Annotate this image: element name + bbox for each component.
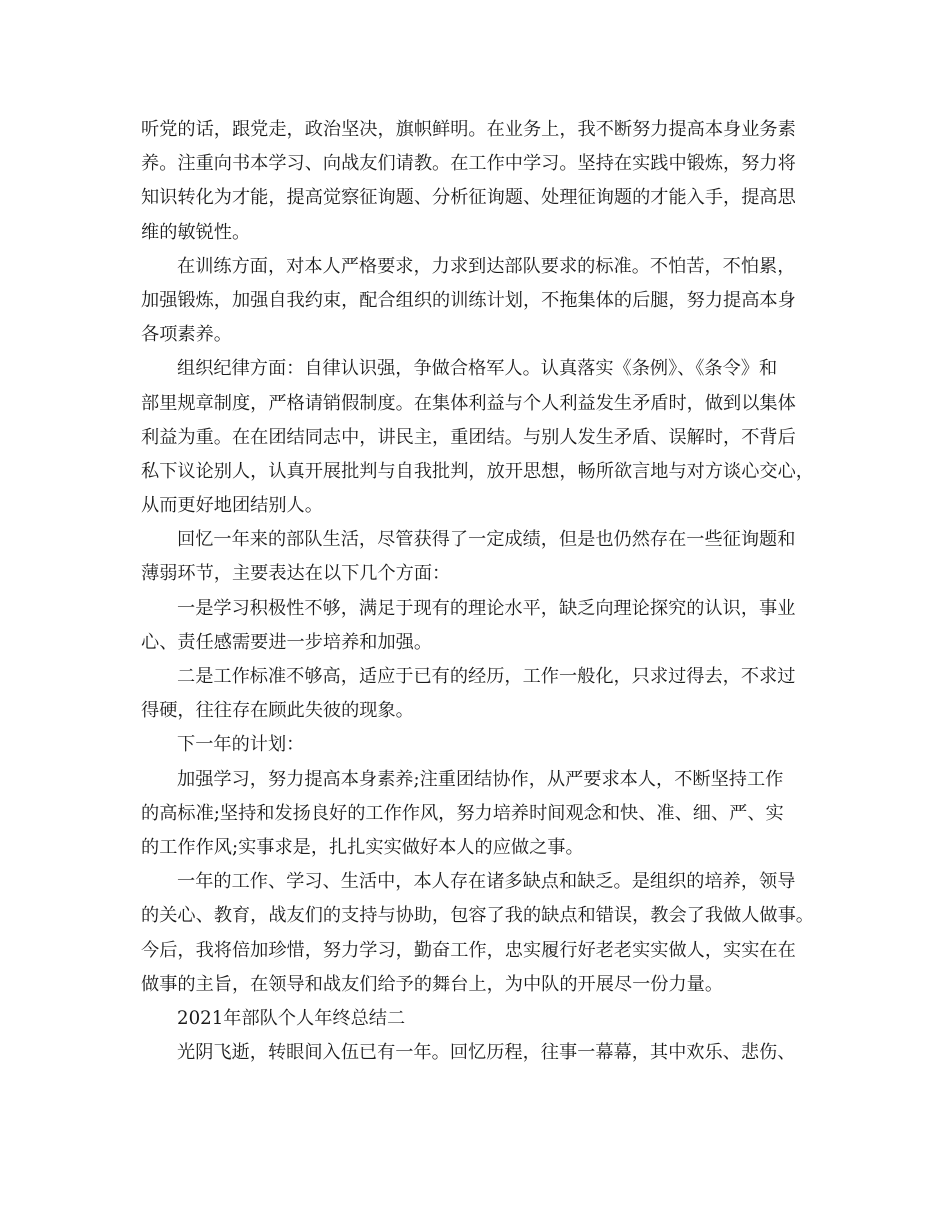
text-line: 得硬，往往存在顾此失彼的现象。	[141, 700, 414, 722]
text-line: 听党的话，跟党走，政治坚决，旗帜鲜明。在业务上，我不断努力提高本身业务素	[141, 119, 796, 140]
text-line: 回忆一年来的部队生活，尽管获得了一定成绩，但是也仍然存在一些征询题和	[177, 529, 796, 551]
text-line: 一是学习积极性不够，满足于现有的理论水平，缺乏向理论探究的认识，事业	[177, 597, 796, 619]
text-line: 的高标准;坚持和发扬良好的工作作风，努力培养时间观念和快、准、细、严、实	[141, 802, 784, 824]
text-line: 组织纪律方面：自律认识强，争做合格军人。认真落实《条例》、《条令》和	[177, 358, 778, 380]
text-line: 一年的工作、学习、生活中，本人存在诸多缺点和缺乏。是组织的培养，领导	[177, 871, 796, 893]
text-line: 心、责任感需要进一步培养和加强。	[141, 631, 433, 653]
text-line: 在训练方面，对本人严格要求，力求到达部队要求的标准。不怕苦，不怕累，	[177, 255, 796, 277]
document-body	[141, 113, 821, 1070]
text-line: 的关心、教育，战友们的支持与协助，包容了我的缺点和错误，教会了我做人做事。	[141, 905, 814, 927]
text-line: 部里规章制度，严格请销假制度。在集体利益与个人利益发生矛盾时，做到以集体	[141, 392, 796, 414]
text-line: 今后，我将倍加珍惜，努力学习，勤奋工作，忠实履行好老老实实做人，实实在在	[141, 939, 796, 961]
text-line: 2021年部队个人年终总结二	[177, 1007, 406, 1029]
text-line: 私下议论别人，认真开展批判与自我批判，放开思想，畅所欲言地与对方谈心交心，	[141, 460, 814, 482]
text-line: 的工作作风;实事求是，扎扎实实做好本人的应做之事。	[141, 836, 584, 858]
text-line: 养。注重向书本学习、向战友们请教。在工作中学习。坚持在实践中锻炼，努力将	[141, 153, 796, 175]
text-line: 二是工作标准不够高，适应于已有的经历，工作一般化，只求过得去，不求过	[177, 666, 796, 687]
text-line: 知识转化为才能，提高觉察征询题、分析征询题、处理征询题的才能入手，提高思	[141, 187, 796, 209]
text-line: 各项素养。	[141, 324, 232, 346]
text-line: 维的敏锐性。	[141, 221, 251, 243]
text-line: 从而更好地团结别人。	[141, 495, 323, 517]
text-line: 薄弱环节，主要表达在以下几个方面：	[141, 563, 451, 585]
text-line: 光阴飞逝，转眼间入伍已有一年。回忆历程，往事一幕幕，其中欢乐、悲伤、	[177, 1042, 796, 1064]
text-line: 做事的主旨，在领导和战友们给予的舞台上，为中队的开展尽一份力量。	[141, 973, 724, 995]
text-line: 利益为重。在在团结同志中，讲民主，重团结。与别人发生矛盾、误解时，不背后	[141, 426, 796, 448]
text-line: 下一年的计划：	[177, 734, 305, 756]
text-line: 加强锻炼，加强自我约束，配合组织的训练计划，不拖集体的后腿，努力提高本身	[141, 289, 796, 311]
text-line: 加强学习，努力提高本身素养;注重团结协作，从严要求本人，不断坚持工作	[177, 768, 784, 790]
